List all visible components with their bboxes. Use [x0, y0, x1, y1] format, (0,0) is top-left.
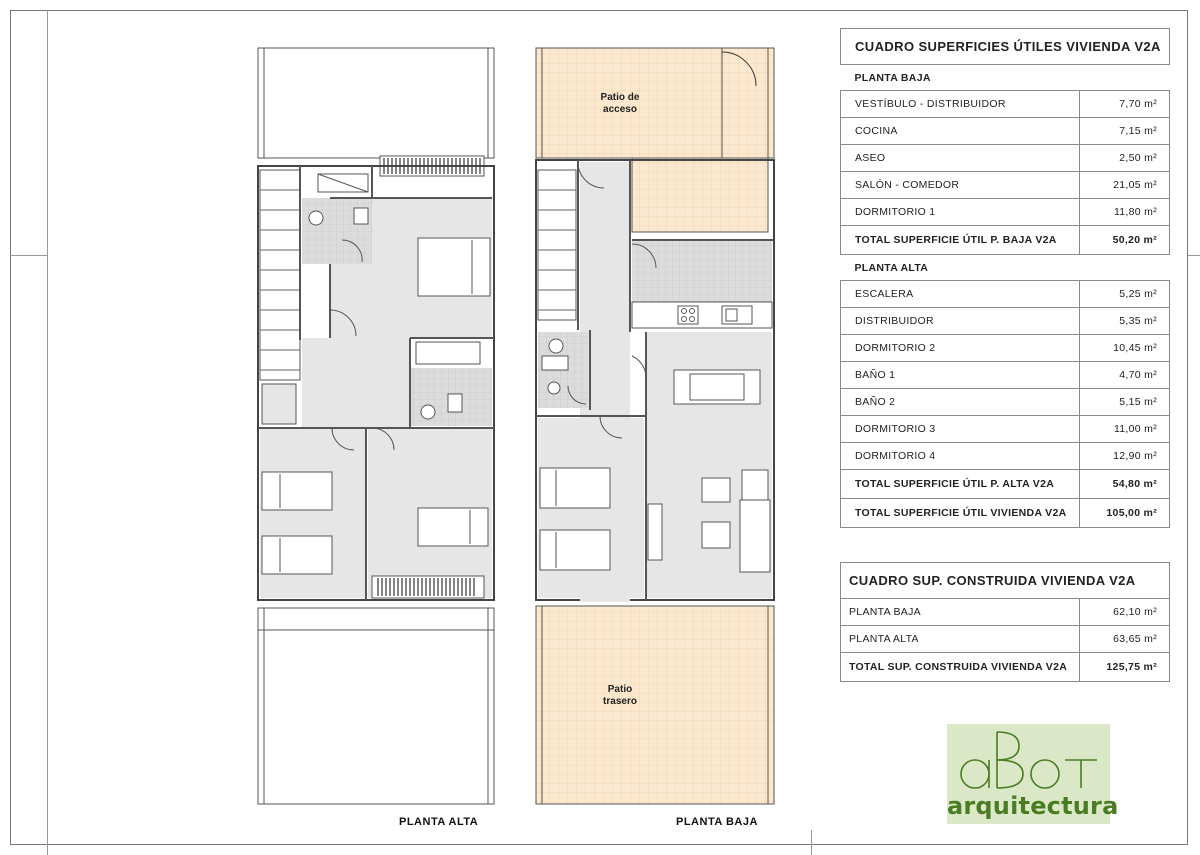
patio-access-label: Patio de acceso — [600, 92, 640, 115]
table-row: DORMITORIO 2 10,45 m² — [841, 335, 1170, 362]
fold-mark-bottom — [811, 830, 812, 855]
table-row: SALÓN - COMEDOR 21,05 m² — [841, 172, 1170, 199]
built-surface-table — [840, 562, 1170, 682]
table-row: BAÑO 1 4,70 m² — [841, 362, 1170, 389]
table-row: DORMITORIO 3 11,00 m² — [841, 416, 1170, 443]
built-total-row: TOTAL SUP. CONSTRUIDA VIVIENDA V2A 125,75 m² — [841, 653, 1170, 682]
upper-section-header: PLANTA ALTA — [841, 255, 1170, 281]
useful-surface-table — [840, 28, 1170, 528]
table-row: DORMITORIO 4 12,90 m² — [841, 443, 1170, 470]
ground-section-header: PLANTA BAJA — [841, 65, 1170, 91]
table-row: ASEO 2,50 m² — [841, 145, 1170, 172]
logo-wordmark: arquitectura — [947, 792, 1119, 820]
table-row: PLANTA BAJA 62,10 m² — [841, 599, 1170, 626]
fold-mark-right — [1188, 255, 1200, 256]
useful-table-title: CUADRO SUPERFICIES ÚTILES VIVIENDA V2A — [841, 29, 1170, 65]
ground-floor-caption: PLANTA BAJA — [676, 816, 758, 828]
table-row: DORMITORIO 1 11,80 m² — [841, 199, 1170, 226]
table-row: BAÑO 2 5,15 m² — [841, 389, 1170, 416]
abot-logo-mark — [947, 724, 1110, 794]
table-row: PLANTA ALTA 63,65 m² — [841, 626, 1170, 653]
grand-total-row: TOTAL SUPERFICIE ÚTIL VIVIENDA V2A 105,00 m² — [841, 499, 1170, 528]
ground-total-row: TOTAL SUPERFICIE ÚTIL P. BAJA V2A 50,20 m² — [841, 226, 1170, 255]
patio-back-label: Patio trasero — [603, 684, 637, 707]
table-row: VESTÍBULO - DISTRIBUIDOR 7,70 m² — [841, 91, 1170, 118]
upper-floor-plan — [258, 48, 494, 804]
built-table-title: CUADRO SUP. CONSTRUIDA VIVIENDA V2A — [841, 563, 1170, 599]
upper-total-row: TOTAL SUPERFICIE ÚTIL P. ALTA V2A 54,80 m² — [841, 470, 1170, 499]
table-row: COCINA 7,15 m² — [841, 118, 1170, 145]
abot-logo — [947, 724, 1119, 824]
table-row: DISTRIBUIDOR 5,35 m² — [841, 308, 1170, 335]
ground-floor-plan — [536, 48, 774, 804]
upper-floor-caption: PLANTA ALTA — [399, 816, 479, 828]
table-row: ESCALERA 5,25 m² — [841, 281, 1170, 308]
